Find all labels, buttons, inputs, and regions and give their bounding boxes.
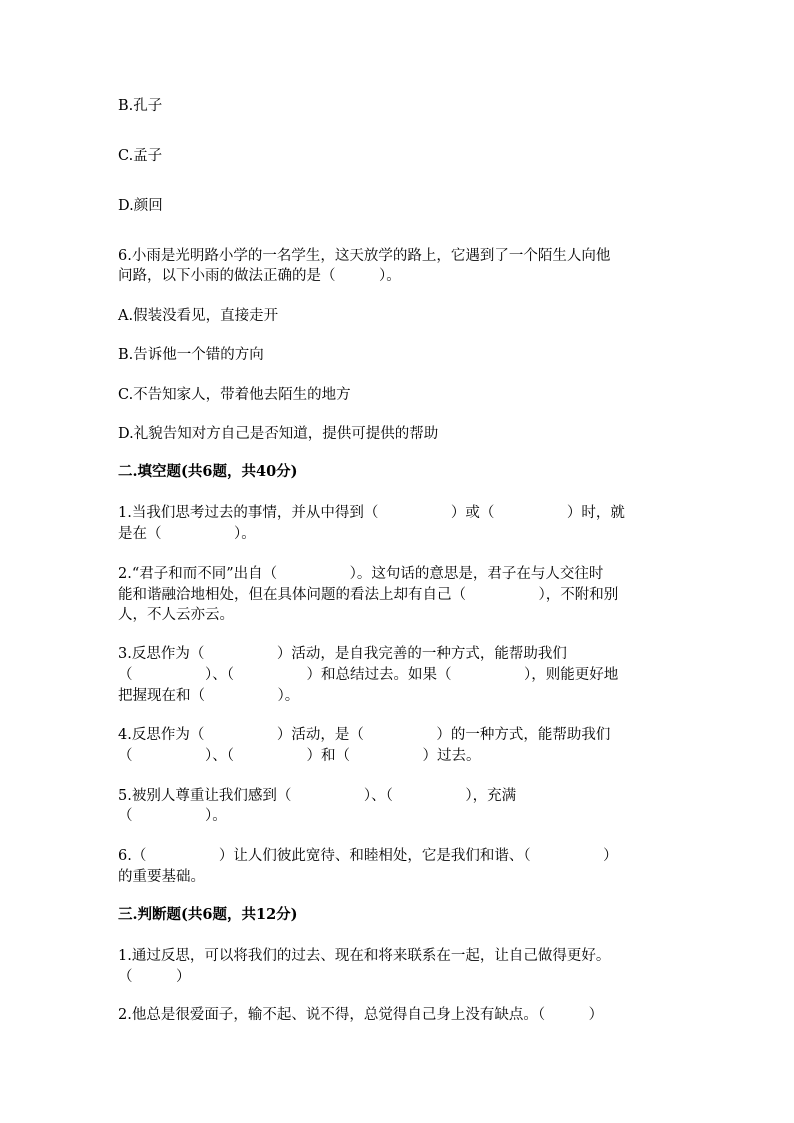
fill-question-2-line-2: 能和谐融洽地相处，但在具体问题的看法上却有自己（ ），不附和别 — [118, 587, 619, 603]
fill-question-3-line-3: 把握现在和（ ）。 — [118, 688, 300, 704]
judge-question-1-line-2: （ ） — [118, 969, 191, 985]
question-6-line-1: 6.小雨是光明路小学的一名学生，这天放学的路上，它遇到了一个陌生人向他 — [118, 248, 611, 264]
question-6-option-d: D.礼貌告知对方自己是否知道，提供可提供的帮助 — [118, 426, 439, 442]
option-c-mengzi: C.孟子 — [118, 148, 163, 164]
question-6-option-a: A.假装没看见，直接走开 — [118, 308, 279, 324]
fill-question-3-line-1: 3.反思作为（ ）活动，是自我完善的一种方式，能帮助我们 — [118, 646, 567, 662]
fill-question-2-line-1: 2.“君子和而不同”出自（ ）。这句话的意思是，君子在与人交往时 — [118, 566, 604, 582]
option-b-kongzi: B.孔子 — [118, 98, 163, 114]
fill-question-5-line-2: （ ）。 — [118, 808, 227, 824]
fill-question-3-line-2: （ ）、（ ）和总结过去。如果（ ），则能更好地 — [118, 667, 619, 683]
fill-question-1-line-1: 1.当我们思考过去的事情，并从中得到（ ）或（ ）时，就 — [118, 505, 625, 521]
fill-question-5-line-1: 5.被别人尊重让我们感到（ ）、（ ），充满 — [118, 788, 517, 804]
judge-question-1-line-1: 1.通过反思，可以将我们的过去、现在和将来联系在一起，让自己做得更好。 — [118, 948, 611, 964]
fill-question-4-line-2: （ ）、（ ）和（ ）过去。 — [118, 748, 481, 764]
option-d-yanhui: D.颜回 — [118, 198, 163, 214]
question-6-option-c: C.不告知家人，带着他去陌生的地方 — [118, 387, 351, 403]
fill-question-2-line-3: 人，不人云亦云。 — [118, 607, 234, 623]
fill-question-6-line-1: 6.（ ）让人们彼此宽待、和睦相处，它是我们和谐、（ ） — [118, 848, 618, 864]
section-2-title: 二.填空题(共6题，共40分) — [118, 463, 298, 480]
judge-question-2-line-1: 2.他总是很爱面子，输不起、说不得，总觉得自己身上没有缺点。（ ） — [118, 1007, 604, 1023]
fill-question-6-line-2: 的重要基础。 — [118, 869, 205, 885]
fill-question-4-line-1: 4.反思作为（ ）活动，是（ ）的一种方式，能帮助我们 — [118, 727, 611, 743]
section-3-title: 三.判断题(共6题，共12分) — [118, 906, 298, 923]
question-6-line-2: 问路，以下小雨的做法正确的是（ ）。 — [118, 268, 401, 284]
fill-question-1-line-2: 是在（ ）。 — [118, 526, 256, 542]
question-6-option-b: B.告诉他一个错的方向 — [118, 347, 264, 363]
